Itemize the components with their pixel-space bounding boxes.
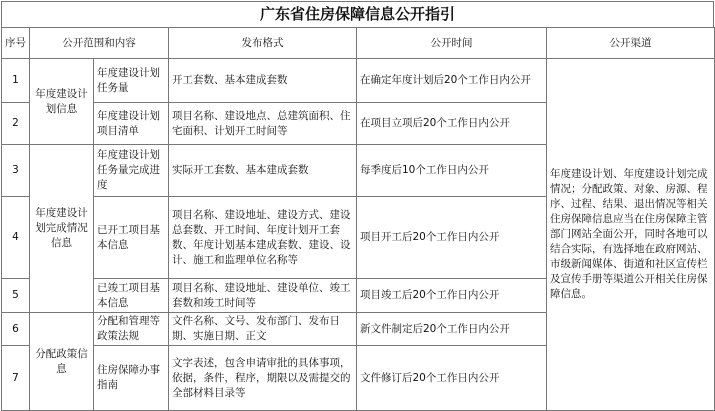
row-number: 3 (2, 145, 30, 197)
format-cell: 项目名称、建设地址、建设方式、建设总套数、开工时间、年度计划开工套数、年度计划基本建成套数、建设、设计、施工和监理单位名称等 (169, 197, 357, 279)
time-cell: 每季度后10个工作日内公开 (357, 145, 547, 197)
subcategory-cell: 住房保障办事指南 (94, 346, 169, 411)
subcategory-cell: 年度建设计划项目清单 (94, 103, 169, 145)
header-channel: 公开渠道 (547, 28, 715, 59)
subcategory-cell: 年度建设计划任务量完成进度 (94, 145, 169, 197)
row-number: 6 (2, 313, 30, 346)
row-number: 4 (2, 197, 30, 279)
header-no: 序号 (2, 28, 30, 59)
row-number: 1 (2, 59, 30, 103)
time-cell: 项目开工后20个工作日内公开 (357, 197, 547, 279)
document-title: 广东省住房保障信息公开指引 (1, 1, 714, 28)
group-policy-info: 分配政策信息 (30, 313, 94, 411)
header-format: 发布格式 (169, 28, 357, 59)
group-plan-info: 年度建设计划信息 (30, 59, 94, 145)
header-time: 公开时间 (357, 28, 547, 59)
row-number: 2 (2, 103, 30, 145)
time-cell: 在确定年度计划后20个工作日内公开 (357, 59, 547, 103)
time-cell: 项目竣工后20个工作日内公开 (357, 279, 547, 313)
format-cell: 项目名称、建设地址、建设单位、竣工套数和竣工时间等 (169, 279, 357, 313)
table-header-row (2, 28, 715, 59)
time-cell: 文件修订后20个工作日内公开 (357, 346, 547, 411)
subcategory-cell: 年度建设计划任务量 (94, 59, 169, 103)
row-number: 7 (2, 346, 30, 411)
channel-cell: 年度建设计划、年度建设计划完成情况；分配政策、对象、房源、程序、过程、结果、退出情况等相关住房保障信息应当在住房保障主管部门网站全面公开，同时各地可以结合实际，有选择地在政府网站、市级新闻媒体、街道和社区宣传栏及宣传手册等渠道公开相关住房保障信息。 (547, 59, 715, 411)
subcategory-cell: 分配和管理等政策法规 (94, 313, 169, 346)
format-cell: 实际开工套数、基本建成套数 (169, 145, 357, 197)
subcategory-cell: 已竣工项目基本信息 (94, 279, 169, 313)
group-completion-info: 年度建设计划完成情况信息 (30, 145, 94, 313)
time-cell: 新文件制定后20个工作日内公开 (357, 313, 547, 346)
disclosure-guide-table (1, 27, 715, 411)
table-row (2, 59, 715, 103)
time-cell: 在项目立项后20个工作日内公开 (357, 103, 547, 145)
format-cell: 文字表述，包含申请审批的具体事项，依据，条件，程序，期限以及需提交的全部材料目录等 (169, 346, 357, 411)
header-scope: 公开范围和内容 (30, 28, 169, 59)
format-cell: 开工套数、基本建成套数 (169, 59, 357, 103)
row-number: 5 (2, 279, 30, 313)
subcategory-cell: 已开工项目基本信息 (94, 197, 169, 279)
format-cell: 项目名称、建设地点、总建筑面积、住宅面积、计划开工时间等 (169, 103, 357, 145)
format-cell: 文件名称、文号、发布部门、发布日期、实施日期、正文 (169, 313, 357, 346)
